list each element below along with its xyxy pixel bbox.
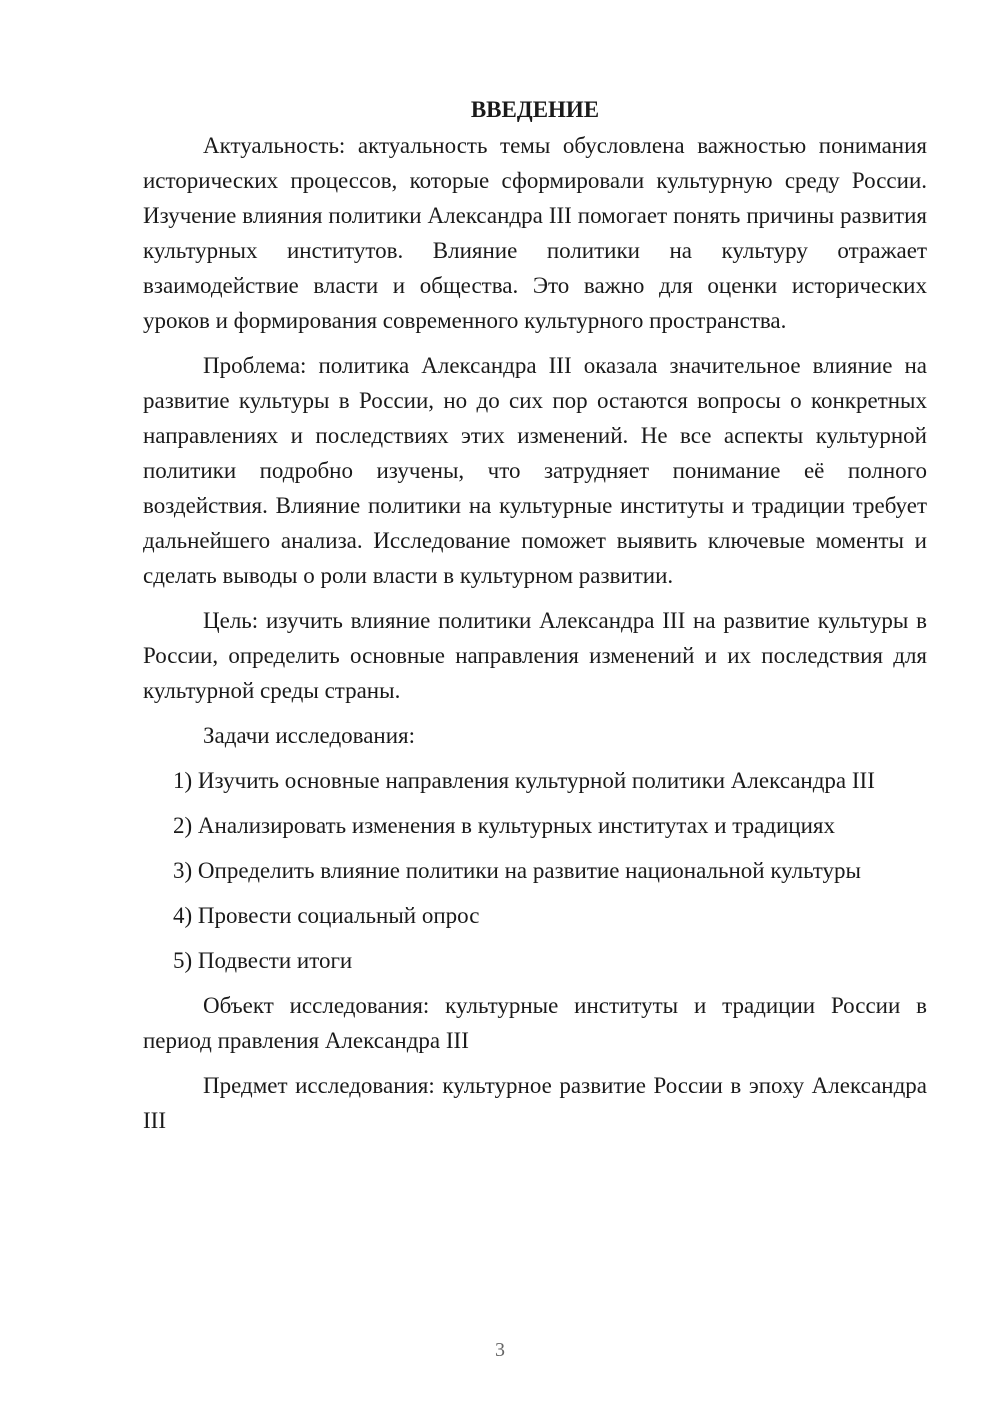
list-item: 5) Подвести итоги (173, 948, 353, 973)
goal-paragraph: Цель: изучить влияние политики Александра III на развитие культуры в России, определить основные направления изменений и их последствия для культурной среды страны. (143, 608, 927, 703)
tasks-title: Задачи исследования: (203, 723, 416, 748)
subject-paragraph: Предмет исследования: культурное развитие России в эпоху Александра III (143, 1073, 927, 1133)
tasks-list (143, 763, 927, 978)
list-item: 1) Изучить основные направления культурной политики Александра III (173, 768, 875, 793)
list-item: 4) Провести социальный опрос (173, 903, 480, 928)
list-item: 3) Определить влияние политики на развитие национальной культуры (173, 858, 861, 883)
object-paragraph: Объект исследования: культурные институты и традиции России в период правления Александра III (143, 993, 927, 1053)
relevance-paragraph: Актуальность: актуальность темы обусловлена важностью понимания исторических процессов, которые сформировали культурную среду России. Изучение влияния политики Александра III помогает понять причины развития культурных институтов. Влияние политики на культуру отражает взаимодействие власти и общества. Это важно для оценки исторических уроков и формирования современного культурного пространства. (143, 133, 927, 333)
list-item: 2) Анализировать изменения в культурных институтах и традициях (173, 813, 836, 838)
problem-paragraph: Проблема: политика Александра III оказала значительное влияние на развитие культуры в России, но до сих пор остаются вопросы о конкретных направлениях и последствиях этих изменений. Не все аспекты культурной политики подробно изучены, что затрудняет понимание её полного воздействия. Влияние политики на культурные институты и традиции требует дальнейшего анализа. Исследование поможет выявить ключевые моменты и сделать выводы о роли власти в культурном развитии. (143, 353, 927, 588)
page-number: 3 (495, 1339, 505, 1361)
section-heading: ВВЕДЕНИЕ (470, 97, 600, 122)
